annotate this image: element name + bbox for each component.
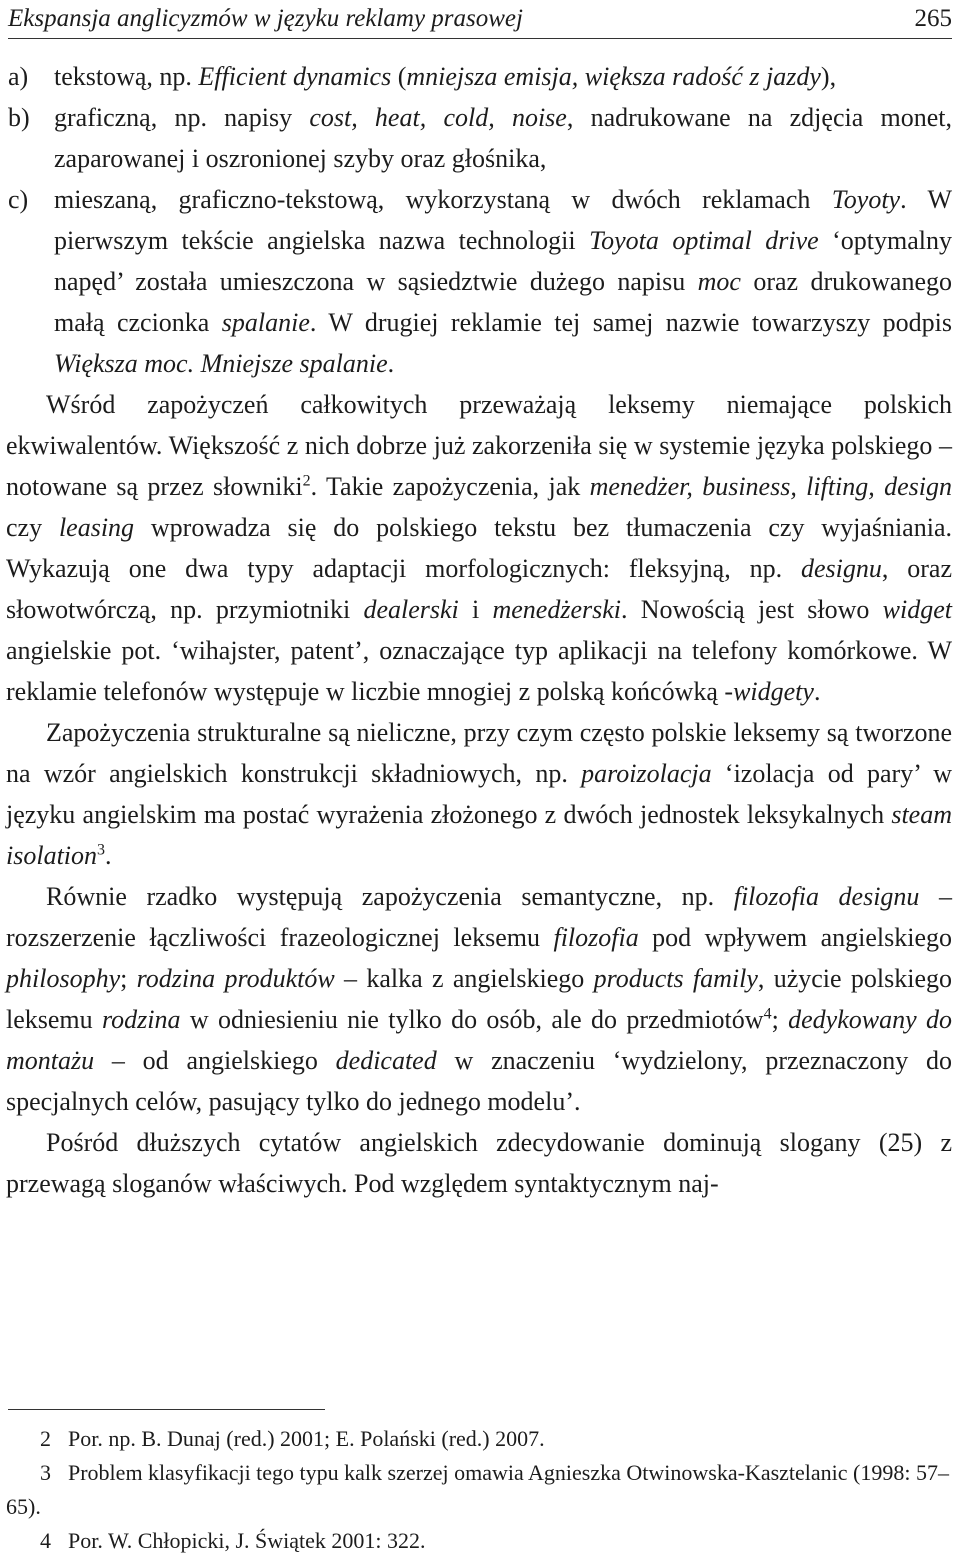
text-run: w odniesieniu nie tylko do osób, ale do przedmiotów	[180, 1005, 764, 1034]
text-run: .	[105, 841, 112, 870]
italic-term: dedicated	[335, 1046, 437, 1075]
footnote-4	[6, 1524, 952, 1558]
list-label: a)	[8, 62, 29, 91]
italic-term: Efficient dynamics	[198, 62, 392, 91]
text-run: , oraz słowotwórczą, np. przymiotniki	[6, 554, 952, 624]
text-run: ‘optymalny napęd’ została umieszczona w sąsiedztwie dużego napisu	[54, 226, 952, 296]
italic-term: menedżerski	[492, 595, 621, 624]
text-run: , użycie polskiego leksemu	[6, 964, 952, 1034]
text-run: .	[387, 349, 395, 378]
text-run: – kalka z angielskiego	[334, 964, 594, 993]
italic-term: spalanie	[221, 308, 310, 337]
text-run: graficzną, np. napisy	[54, 103, 310, 132]
running-title: Ekspansja anglicyzmów w języku reklamy prasowej	[8, 5, 523, 32]
text-run: ‘izolacja od pary’ w języku angielskim ma postać wyrażenia złożonego z dwóch jednostek leksykalnych	[6, 759, 952, 829]
paragraph-2	[6, 712, 952, 876]
text-run: ),	[820, 62, 837, 91]
text-run: . W drugiej reklamie tej samej nazwie towarzyszy podpis	[309, 308, 953, 337]
footnote-2	[6, 1422, 952, 1456]
text-run: . Nowością jest słowo	[620, 595, 883, 624]
text-run: Równie rzadko występują zapożyczenia semantyczne, np.	[46, 882, 734, 911]
paragraph-3	[6, 876, 952, 1122]
italic-term: paroizolacja	[581, 759, 712, 788]
text-run: w znaczeniu ‘wydzielony, przeznaczony do specjalnych celów, pasujący tylko do jednego modelu’.	[6, 1046, 952, 1116]
text-run: – od angielskiego	[94, 1046, 336, 1075]
page-number: 265	[914, 5, 952, 32]
italic-term: Toyota optimal drive	[589, 226, 819, 255]
footnote-number: 2	[40, 1426, 51, 1451]
italic-term: Toyoty	[831, 185, 901, 214]
text-run: Wśród zapożyczeń całkowitych przeważają leksemy niemające polskich ekwiwalentów. Większość z nich dobrze już zakorzeniła się w systemie języka polskiego – notowane są przez słowniki	[6, 390, 952, 501]
text-run: .	[813, 677, 821, 706]
text-run: . W pierwszym tekście angielska nazwa technologii	[54, 185, 952, 255]
italic-term: widgety	[733, 677, 814, 706]
list-item-a	[6, 56, 952, 97]
main-text	[6, 56, 952, 1204]
list-text	[54, 97, 952, 179]
footnote-text: Por. W. Chłopicki, J. Świątek 2001: 322.	[68, 1528, 426, 1553]
italic-term: products family	[593, 964, 758, 993]
text-run: , nadrukowane na zdjęcia monet, zaparowanej i oszronionej szyby oraz głośnika,	[54, 103, 952, 173]
italic-term: designu	[800, 554, 882, 583]
footnotes	[6, 1422, 952, 1558]
list-text	[54, 179, 952, 384]
text-run: – rozszerzenie łączliwości frazeologicznej leksemu	[6, 882, 953, 952]
text-run: tekstową, np.	[54, 62, 199, 91]
text-run: mieszaną, graficzno-tekstową, wykorzystaną w dwóch reklamach	[54, 185, 832, 214]
italic-term: philosophy	[6, 964, 121, 993]
text-run: . Takie zapożyczenia, jak	[310, 472, 590, 501]
italic-term: filozofia	[553, 923, 639, 952]
italic-term: leasing	[58, 513, 135, 542]
text-run: czy	[6, 513, 59, 542]
italic-term: mniejsza emisja, większa radość z jazdy	[406, 62, 821, 91]
footnote-separator	[8, 1409, 325, 1410]
running-header	[8, 4, 952, 39]
text-run: oraz drukowanego małą czcionka	[54, 267, 952, 337]
footnote-ref: 2	[302, 472, 311, 490]
italic-term: dedykowany do montażu	[6, 1005, 952, 1075]
text-run: ;	[771, 1005, 789, 1034]
italic-term: moc	[697, 267, 741, 296]
italic-term: widget	[882, 595, 952, 624]
italic-term: cost, heat, cold, noise	[309, 103, 567, 132]
footnote-ref: 3	[97, 841, 106, 859]
text-run: Pośród dłuższych cytatów angielskich zdecydowanie dominują slogany (25) z przewagą sloganów właściwych. Pod względem syntaktycznym naj-	[6, 1128, 952, 1198]
italic-term: rodzina	[102, 1005, 181, 1034]
paragraph-1	[6, 384, 952, 712]
italic-term: Większa moc. Mniejsze spalanie	[54, 349, 388, 378]
footnote-number: 4	[40, 1528, 51, 1553]
list-text	[54, 56, 952, 97]
text-run: pod wpływem angielskiego	[638, 923, 952, 952]
footnote-3	[6, 1456, 952, 1524]
italic-term: filozofia designu	[733, 882, 920, 911]
footnote-text: Por. np. B. Dunaj (red.) 2001; E. Polański (red.) 2007.	[68, 1426, 545, 1451]
italic-term: dealerski	[363, 595, 459, 624]
italic-term: steam isolation	[6, 800, 952, 870]
list-item-b	[6, 97, 952, 179]
text-run: Zapożyczenia strukturalne są nieliczne, przy czym często polskie leksemy są tworzone na wzór angielskich konstrukcji składniowych, np.	[6, 718, 952, 788]
text-run: wprowadza się do polskiego tekstu bez tłumaczenia czy wyjaśniania. Wykazują one dwa typy adaptacji morfologicznych: fleksyjną, np.	[6, 513, 952, 583]
list-label: c)	[8, 185, 29, 214]
text-run: i	[458, 595, 493, 624]
paragraph-4	[6, 1122, 952, 1204]
text-run: (	[391, 62, 407, 91]
text-run: ;	[120, 964, 137, 993]
italic-term: rodzina produktów	[136, 964, 335, 993]
text-run: angielskie pot. ‘wihajster, patent’, oznaczające typ aplikacji na telefony komórkowe. W reklamie telefonów występuje w liczbie mnogiej z polską końcówką -	[6, 636, 952, 706]
footnote-number: 3	[40, 1460, 51, 1485]
footnote-text: Problem klasyfikacji tego typu kalk szerzej omawia Agnieszka Otwinowska-Kasztelanic (1998: 57–65).	[6, 1460, 949, 1519]
list-item-c	[6, 179, 952, 384]
footnote-ref: 4	[763, 1005, 772, 1023]
list-label: b)	[8, 103, 30, 132]
italic-term: menedżer, business, lifting, design	[589, 472, 952, 501]
